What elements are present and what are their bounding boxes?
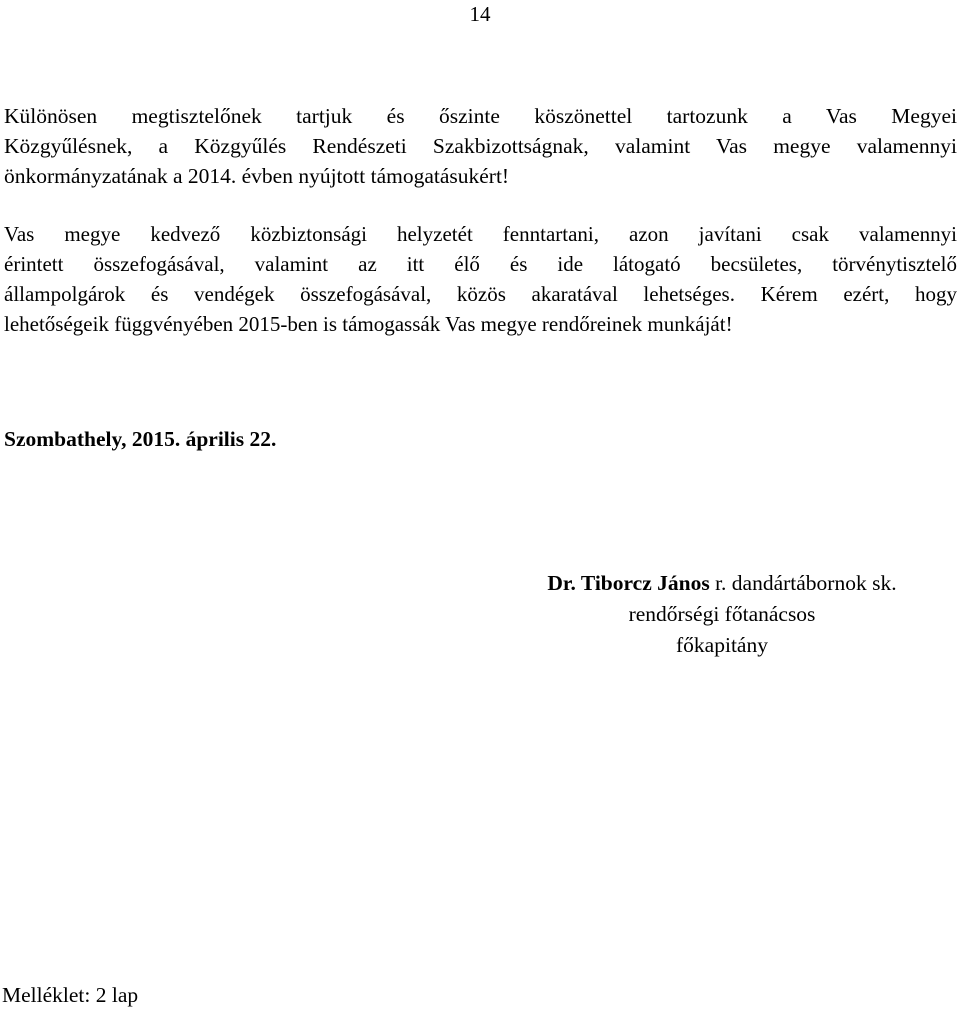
signatory-rank: r. dandártábornok sk. (715, 571, 897, 595)
paragraph-line: lehetőségeik függvényében 2015-ben is támogassák Vas megye rendőreinek munkáját! (4, 312, 733, 336)
paragraph-line: önkormányzatának a 2014. évben nyújtott támogatásukért! (4, 164, 510, 188)
public-safety-paragraph (4, 219, 957, 339)
attachment-note: Melléklet: 2 lap (2, 983, 139, 1007)
signatory-name: Dr. Tiborcz János (547, 571, 710, 595)
paragraph-line: érintett összefogásával, valamint az itt élő és ide látogató becsületes, törvénytisztelő (4, 252, 957, 276)
signatory-position: főkapitány (676, 633, 768, 657)
paragraph-line: Különösen megtisztelőnek tartjuk és őszinte köszönettel tartozunk a Vas Megyei (4, 104, 957, 128)
signature-block (483, 568, 960, 661)
paragraph-line: Közgyűlésnek, a Közgyűlés Rendészeti Szakbizottságnak, valamint Vas megye valamennyi (4, 134, 957, 158)
place-and-date: Szombathely, 2015. április 22. (4, 427, 277, 451)
signature-name-line (483, 568, 960, 599)
paragraph-line: Vas megye kedvező közbiztonsági helyzetét fenntartani, azon javítani csak valamennyi (4, 222, 957, 246)
page-number: 14 (469, 2, 491, 26)
acknowledgement-paragraph (4, 101, 957, 191)
paragraph-line: állampolgárok és vendégek összefogásával, közös akaratával lehetséges. Kérem ezért, hogy (4, 282, 957, 306)
signatory-title: rendőrségi főtanácsos (628, 602, 816, 626)
